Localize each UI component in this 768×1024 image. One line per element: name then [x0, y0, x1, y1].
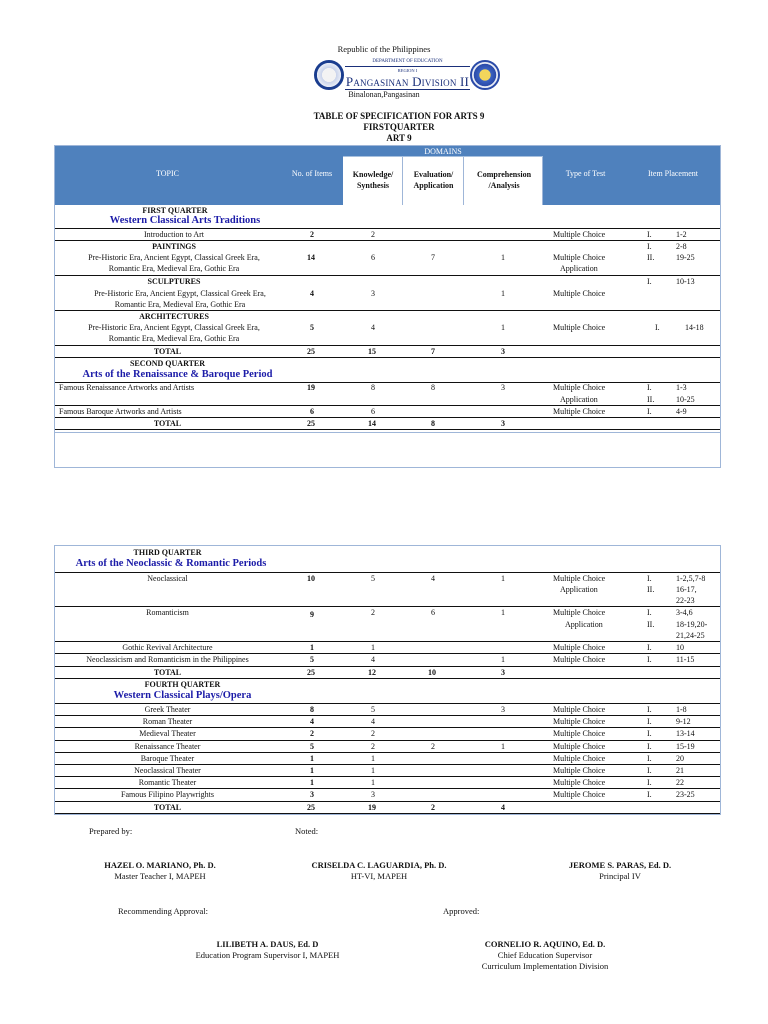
items-cell: 2: [310, 729, 314, 738]
placement-part: I.: [647, 705, 652, 714]
items-cell: 25: [307, 419, 315, 428]
signatory-name: JEROME S. PARAS, Ed. D.: [568, 860, 672, 870]
row-rule: [55, 788, 720, 789]
comprehension-cell: 1: [501, 742, 505, 751]
domains-header: DOMAINS: [343, 146, 543, 157]
quarter-subtitle: Arts of the Neoclassic & Romantic Periods: [75, 558, 267, 569]
placement-range: 4-9: [676, 407, 687, 416]
topic-cell: Greek Theater: [144, 705, 191, 714]
items-cell: 6: [310, 407, 314, 416]
comprehension-cell: 3: [501, 347, 505, 356]
topic-cell: Pre-Historic Era, Ancient Egypt, Classical Greek Era,: [88, 323, 260, 332]
header-type: Type of Test: [565, 169, 606, 178]
items-cell: 25: [307, 803, 315, 812]
comprehension-cell: 3: [501, 419, 505, 428]
comprehension-cell: 3: [501, 668, 505, 677]
comprehension-cell: 3: [501, 705, 505, 714]
type-cell: Multiple Choice: [553, 643, 606, 652]
total-label: TOTAL: [153, 803, 182, 812]
placement-range: 10: [676, 643, 684, 652]
placement-part: I.: [647, 655, 652, 664]
items-cell: 25: [307, 347, 315, 356]
type-cell: Multiple Choice: [553, 253, 606, 262]
town-label: Binalonan,Pangasinan: [348, 90, 420, 99]
comprehension-cell: 1: [501, 608, 505, 617]
comprehension-cell: 4: [501, 803, 505, 812]
topic-cell: Medieval Theater: [139, 729, 196, 738]
items-cell: 3: [310, 790, 314, 799]
type-cell: Multiple Choice: [553, 717, 606, 726]
placement-range: 15-19: [676, 742, 695, 751]
placement-range: 13-14: [676, 729, 695, 738]
region-label: REGION I: [397, 68, 418, 73]
row-rule: [55, 776, 720, 777]
placement-range: 21: [676, 766, 684, 775]
knowledge-cell: 3: [371, 289, 375, 298]
placement-part: I.: [647, 742, 652, 751]
section-label: SCULPTURES: [147, 277, 201, 286]
row-rule: [55, 429, 720, 430]
topic-cell: Romantic Era, Medieval Era, Gothic Era: [114, 300, 246, 309]
placement-part: I.: [647, 790, 652, 799]
section-label: ARCHITECTURES: [139, 312, 209, 321]
placement-range: 1-2: [676, 230, 687, 239]
placement-part: I.: [647, 608, 652, 617]
placement-range: 20: [676, 754, 684, 763]
type-cell: Application: [560, 585, 598, 594]
section-label: PAINTINGS: [152, 242, 196, 251]
total-label: TOTAL: [153, 668, 182, 677]
comprehension-cell: 1: [501, 655, 505, 664]
placement-part: I.: [647, 230, 652, 239]
items-cell: 1: [310, 766, 314, 775]
placement-range: 16-17,: [676, 585, 697, 594]
document-title: [0, 111, 768, 144]
row-rule: [55, 715, 720, 716]
type-cell: Multiple Choice: [553, 742, 606, 751]
type-cell: Multiple Choice: [553, 729, 606, 738]
signatory-title: Education Program Supervisor I, MAPEH: [195, 950, 340, 960]
evaluation-cell: 2: [431, 803, 435, 812]
items-cell: 5: [310, 742, 314, 751]
header-topic: TOPIC: [156, 169, 179, 178]
items-cell: 8: [310, 705, 314, 714]
placement-range: 14-18: [685, 323, 704, 332]
evaluation-cell: 10: [428, 668, 436, 677]
placement-range: 1-8: [676, 705, 687, 714]
items-cell: 19: [307, 383, 315, 392]
comprehension-cell: 1: [501, 574, 505, 583]
total-label: TOTAL: [153, 347, 182, 356]
approved-label: Approved:: [443, 906, 480, 916]
knowledge-cell: 4: [371, 323, 375, 332]
department-label: DEPARTMENT OF EDUCATION: [372, 59, 443, 64]
placement-range: 19-25: [676, 253, 695, 262]
knowledge-cell: 15: [368, 347, 376, 356]
division-seal-logo: [470, 60, 500, 90]
knowledge-cell: 8: [371, 383, 375, 392]
prepared-label: Prepared by:: [89, 826, 133, 836]
signatory-title: Principal IV: [599, 871, 641, 881]
title-line: TABLE OF SPECIFICATION FOR ARTS 9: [313, 111, 485, 121]
type-cell: Multiple Choice: [553, 383, 606, 392]
knowledge-cell: 3: [371, 790, 375, 799]
placement-range: 1-3: [676, 383, 687, 392]
topic-cell: Famous Filipino Playwrights: [121, 790, 214, 799]
placement-range: 3-4,6: [676, 608, 693, 617]
type-cell: Multiple Choice: [553, 323, 606, 332]
comprehension-cell: 3: [501, 383, 505, 392]
placement-range: 10-13: [676, 277, 695, 286]
quarter-subtitle: Western Classical Arts Traditions: [109, 215, 261, 226]
signatory-daus: [165, 939, 370, 961]
placement-part: I.: [647, 383, 652, 392]
type-cell: Application: [560, 395, 598, 404]
signatory-name: HAZEL O. MARIANO, Ph. D.: [104, 860, 216, 870]
placement-range: 18-19,20-: [676, 620, 708, 629]
signatory-laguardia: [279, 860, 479, 882]
knowledge-cell: 2: [371, 729, 375, 738]
items-cell: 5: [310, 655, 314, 664]
items-cell: 4: [310, 717, 314, 726]
type-cell: Multiple Choice: [553, 407, 606, 416]
topic-cell: Roman Theater: [142, 717, 193, 726]
placement-range: 11-15: [676, 655, 695, 664]
topic-cell: Famous Baroque Artworks and Artists: [59, 407, 182, 416]
topic-cell: Baroque Theater: [140, 754, 195, 763]
topic-cell: Neoclassical: [147, 574, 188, 583]
signatory-aquino: [445, 939, 645, 972]
type-cell: Multiple Choice: [553, 574, 606, 583]
type-cell: Multiple Choice: [553, 608, 606, 617]
placement-range: 23-25: [676, 790, 695, 799]
placement-part: I.: [647, 754, 652, 763]
total-label: TOTAL: [153, 419, 182, 428]
items-cell: 1: [310, 778, 314, 787]
items-cell: 5: [310, 323, 314, 332]
row-rule: [55, 813, 720, 814]
header-comprehension: Comprehension /Analysis: [476, 170, 532, 190]
knowledge-cell: 19: [368, 803, 376, 812]
header-evaluation: Evaluation/ Application: [413, 170, 454, 190]
type-cell: Multiple Choice: [553, 655, 606, 664]
comprehension-cell: 1: [501, 289, 505, 298]
placement-part: I.: [647, 729, 652, 738]
placement-range: 22: [676, 778, 684, 787]
evaluation-cell: 7: [431, 253, 435, 262]
division-label: Pangasinan Division II: [345, 74, 470, 89]
quarter-label: SECOND QUARTER: [129, 359, 206, 368]
type-cell: Multiple Choice: [553, 766, 606, 775]
topic-cell: Gothic Revival Architecture: [122, 643, 213, 652]
items-cell: 2: [310, 230, 314, 239]
signatory-paras: [520, 860, 720, 882]
comprehension-cell: 1: [501, 323, 505, 332]
items-cell: 9: [310, 610, 314, 619]
noted-label: Noted:: [295, 826, 319, 836]
quarter-subtitle: Western Classical Plays/Opera: [113, 690, 252, 701]
topic-cell: Introduction to Art: [144, 230, 204, 239]
signatory-title: Chief Education Supervisor: [497, 950, 593, 960]
knowledge-cell: 12: [368, 668, 376, 677]
type-cell: Multiple Choice: [553, 289, 606, 298]
quarter-label: FOURTH QUARTER: [144, 680, 221, 689]
deped-seal-logo: [314, 60, 344, 90]
signatory-name: LILIBETH A. DAUS, Ed. D: [216, 939, 319, 949]
evaluation-cell: 8: [431, 419, 435, 428]
placement-range: 1-2,5,7-8: [676, 574, 706, 583]
type-cell: Application: [560, 264, 598, 273]
topic-cell: Pre-Historic Era, Ancient Egypt, Classical Greek Era,: [94, 289, 266, 298]
placement-part: I.: [647, 766, 652, 775]
placement-range: 21,24-25: [676, 631, 705, 640]
type-cell: Multiple Choice: [553, 754, 606, 763]
knowledge-cell: 6: [371, 407, 375, 416]
knowledge-cell: 14: [368, 419, 376, 428]
row-rule: [55, 764, 720, 765]
topic-cell: Neoclassical Theater: [134, 766, 201, 775]
recommending-label: Recommending Approval:: [118, 906, 208, 916]
placement-part: II.: [647, 253, 655, 262]
signatory-title: Master Teacher I, MAPEH: [114, 871, 206, 881]
row-rule: [55, 727, 720, 728]
signatory-mariano: [60, 860, 260, 882]
placement-part: I.: [647, 643, 652, 652]
header-placement: Item Placement: [648, 169, 698, 178]
evaluation-cell: 2: [431, 742, 435, 751]
placement-part: I.: [647, 277, 652, 286]
signatory-title: Curriculum Implementation Division: [481, 961, 609, 971]
items-cell: 14: [307, 253, 315, 262]
knowledge-cell: 2: [371, 608, 375, 617]
signatory-name: CRISELDA C. LAGUARDIA, Ph. D.: [311, 860, 447, 870]
evaluation-cell: 8: [431, 383, 435, 392]
type-cell: Multiple Choice: [553, 705, 606, 714]
placement-part: I.: [655, 323, 660, 332]
topic-cell: Renaissance Theater: [134, 742, 201, 751]
placement-part: II.: [647, 395, 655, 404]
header-items: No. of Items: [291, 169, 333, 178]
placement-part: II.: [647, 620, 655, 629]
placement-part: II.: [647, 585, 655, 594]
topic-cell: Romantic Theater: [138, 778, 197, 787]
knowledge-cell: 1: [371, 754, 375, 763]
topic-cell: Romanticism: [146, 608, 189, 617]
knowledge-cell: 5: [371, 705, 375, 714]
placement-range: 22-23: [676, 596, 695, 605]
signatory-name: CORNELIO R. AQUINO, Ed. D.: [484, 939, 606, 949]
evaluation-cell: 6: [431, 608, 435, 617]
type-cell: Multiple Choice: [553, 230, 606, 239]
knowledge-cell: 4: [371, 717, 375, 726]
items-cell: 1: [310, 643, 314, 652]
placement-range: 9-12: [676, 717, 691, 726]
topic-cell: Romantic Era, Medieval Era, Gothic Era: [108, 264, 240, 273]
topic-cell: Pre-Historic Era, Ancient Egypt, Classical Greek Era,: [88, 253, 260, 262]
placement-part: I.: [647, 574, 652, 583]
items-cell: 10: [307, 574, 315, 583]
row-rule: [55, 432, 720, 433]
items-cell: 1: [310, 754, 314, 763]
divider: [345, 66, 470, 67]
placement-part: I.: [647, 717, 652, 726]
republic-label: Republic of the Philippines: [337, 44, 431, 54]
signatory-title: HT-VI, MAPEH: [350, 871, 408, 881]
topic-cell: Neoclassicism and Romanticism in the Philippines: [86, 655, 249, 664]
knowledge-cell: 2: [371, 742, 375, 751]
type-cell: Multiple Choice: [553, 778, 606, 787]
evaluation-cell: 7: [431, 347, 435, 356]
knowledge-cell: 1: [371, 778, 375, 787]
row-rule: [55, 740, 720, 741]
title-line: FIRSTQUARTER: [363, 122, 435, 132]
knowledge-cell: 1: [371, 643, 375, 652]
header-knowledge: Knowledge/ Synthesis: [352, 170, 394, 190]
knowledge-cell: 2: [371, 230, 375, 239]
quarter-label: THIRD QUARTER: [133, 548, 202, 557]
knowledge-cell: 1: [371, 766, 375, 775]
placement-part: I.: [647, 407, 652, 416]
topic-cell: Famous Renaissance Artworks and Artists: [59, 383, 195, 392]
placement-range: 2-8: [676, 242, 687, 251]
topic-cell: Romantic Era, Medieval Era, Gothic Era: [108, 334, 240, 343]
placement-part: I.: [647, 778, 652, 787]
knowledge-cell: 5: [371, 574, 375, 583]
comprehension-cell: 1: [501, 253, 505, 262]
type-cell: Multiple Choice: [553, 790, 606, 799]
type-cell: Application: [565, 620, 603, 629]
knowledge-cell: 4: [371, 655, 375, 664]
row-rule: [55, 752, 720, 753]
placement-range: 10-25: [676, 395, 695, 404]
quarter-label: FIRST QUARTER: [142, 206, 208, 215]
title-line: ART 9: [386, 133, 412, 143]
quarter-subtitle: Arts of the Renaissance & Baroque Period: [82, 369, 273, 380]
placement-part: I.: [647, 242, 652, 251]
knowledge-cell: 6: [371, 253, 375, 262]
items-cell: 25: [307, 668, 315, 677]
evaluation-cell: 4: [431, 574, 435, 583]
items-cell: 4: [310, 289, 314, 298]
